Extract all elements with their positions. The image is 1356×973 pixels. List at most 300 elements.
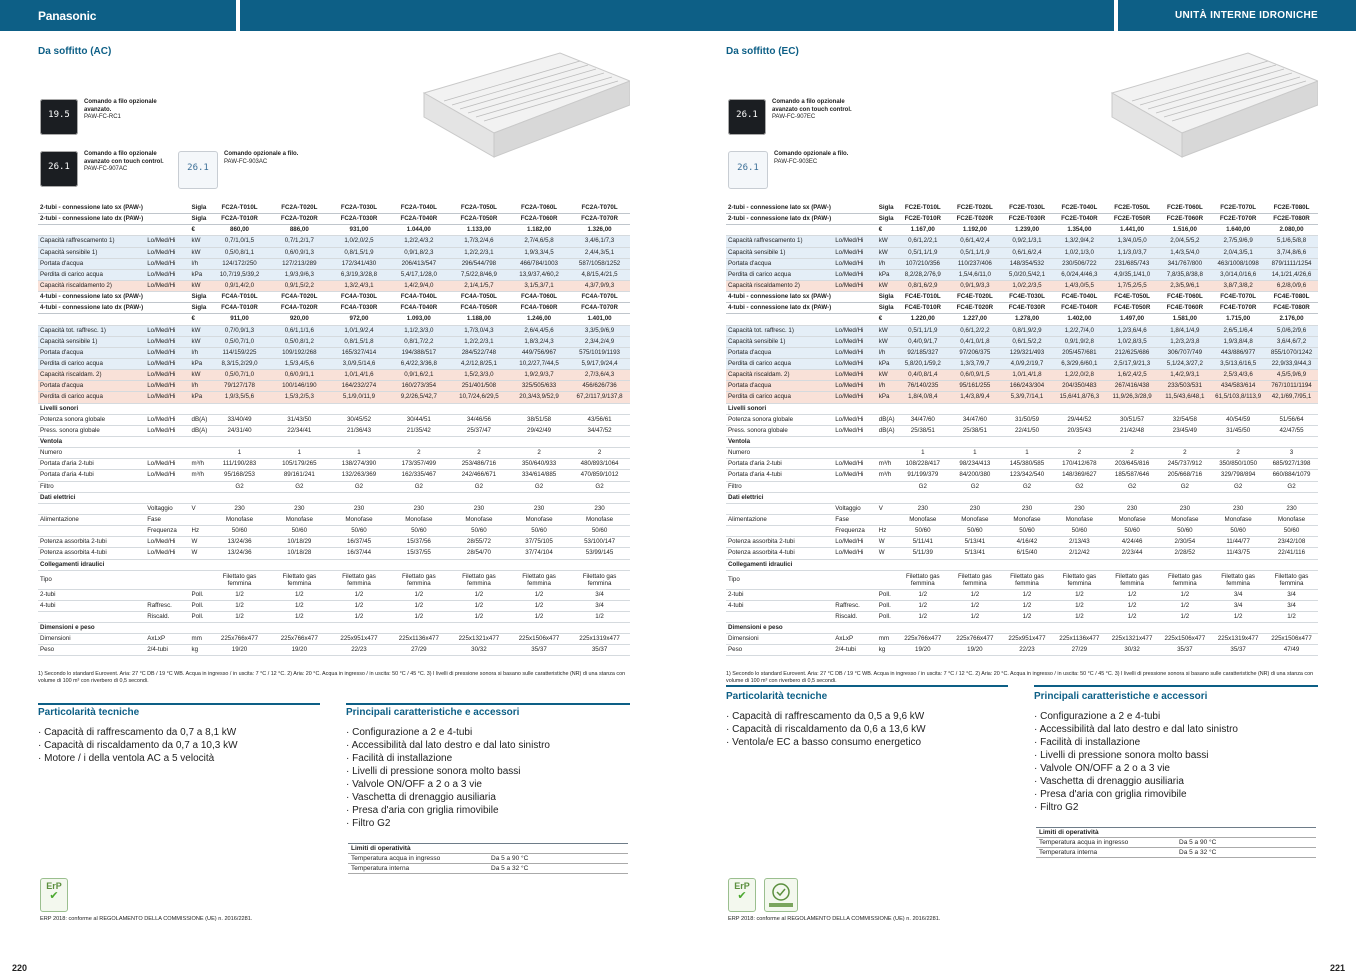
table-cell: 50/60 bbox=[509, 526, 569, 537]
table-row bbox=[38, 459, 630, 470]
table-cell: 2,0/4,3/5,1 bbox=[1211, 247, 1265, 258]
list-item: · Vaschetta di drenaggio ausiliaria bbox=[1034, 775, 1318, 788]
table-cell: 4-tubi bbox=[726, 600, 833, 611]
table-row bbox=[726, 436, 1318, 447]
table-cell: Filettato gas femmina bbox=[1001, 570, 1053, 589]
table-cell: 3/4 bbox=[1211, 600, 1265, 611]
table-cell: Lo/Med/Hi bbox=[145, 347, 189, 358]
table-cell: 2,1/4,1/5,7 bbox=[449, 280, 509, 291]
table-cell: Lo/Med/Hi bbox=[833, 347, 877, 358]
table-cell: Sigla bbox=[877, 214, 897, 225]
list-item: · Configurazione a 2 e 4-tubi bbox=[1034, 710, 1318, 723]
table-cell: 0,9/1,8/2,3 bbox=[389, 247, 449, 258]
table-cell bbox=[833, 589, 877, 600]
table-cell bbox=[833, 559, 877, 570]
table-cell: Lo/Med/Hi bbox=[145, 459, 189, 470]
table-cell: FC2A-T020R bbox=[270, 214, 330, 225]
table-cell: 5,8/20,1/59,2 bbox=[897, 358, 949, 369]
table-cell bbox=[190, 481, 210, 492]
table-cell bbox=[1001, 436, 1053, 447]
table-cell: 1.278,00 bbox=[1001, 314, 1053, 325]
table-cell: 53/99/145 bbox=[569, 548, 630, 559]
table-cell: 1/2 bbox=[949, 600, 1001, 611]
controller-3-code: PAW-FC-903AC bbox=[224, 158, 268, 165]
table-cell bbox=[190, 623, 210, 634]
table-cell: Lo/Med/Hi bbox=[833, 548, 877, 559]
table-cell: € bbox=[877, 314, 897, 325]
table-row bbox=[38, 470, 630, 481]
erp-badge-icon: ErP ✔ bbox=[40, 878, 68, 912]
table-cell: Potenza assorbita 4-tubi bbox=[726, 548, 833, 559]
controller-3-icon: 26.1 bbox=[178, 151, 218, 189]
table-cell: 231/685/743 bbox=[1106, 258, 1159, 269]
table-cell bbox=[949, 623, 1001, 634]
table-cell: 3/4 bbox=[1265, 600, 1318, 611]
table-cell: 14,1/21,4/26,6 bbox=[1265, 269, 1318, 280]
table-cell: AxLxP bbox=[145, 634, 189, 645]
controller-1 bbox=[728, 99, 852, 135]
table-cell: FC4A-T050R bbox=[449, 303, 509, 314]
table-cell: 1.220,00 bbox=[897, 314, 949, 325]
table-cell: kW bbox=[190, 336, 210, 347]
table-cell: 1,3/4,0/5,0 bbox=[1106, 236, 1159, 247]
table-cell: 3/4 bbox=[1265, 589, 1318, 600]
list-item: · Accessibilità dal lato destro e dal lato sinistro bbox=[346, 739, 630, 752]
table-cell: 1/2 bbox=[270, 589, 330, 600]
table-cell: dB(A) bbox=[877, 414, 897, 425]
table-cell: 230 bbox=[1211, 503, 1265, 514]
table-row bbox=[38, 292, 630, 303]
table-row bbox=[38, 403, 630, 414]
table-row bbox=[726, 600, 1318, 611]
table-cell: 1/2 bbox=[1053, 600, 1106, 611]
table-cell: Capacità tot. raffresc. 1) bbox=[726, 325, 833, 336]
table-cell: 2-tubi - connessione lato sx (PAW-) bbox=[38, 203, 145, 214]
table-cell: Portata d'aria 2-tubi bbox=[726, 459, 833, 470]
table-cell: 22/34/41 bbox=[270, 425, 330, 436]
table-cell: 2,5/3,4/3,6 bbox=[1211, 370, 1265, 381]
table-cell: 1/2 bbox=[509, 589, 569, 600]
table-cell bbox=[833, 492, 877, 503]
table-row bbox=[38, 589, 630, 600]
list-item: · Presa d'aria con griglia rimovibile bbox=[1034, 788, 1318, 801]
table-cell: Riscald. bbox=[833, 611, 877, 622]
table-row bbox=[726, 236, 1318, 247]
table-cell: kW bbox=[877, 370, 897, 381]
table-cell: 1,0/2,0/2,5 bbox=[329, 236, 389, 247]
table-cell bbox=[449, 436, 509, 447]
table-cell: FC2E-T080R bbox=[1265, 214, 1318, 225]
table-cell: 35/37 bbox=[569, 645, 630, 656]
table-cell: 21/42/48 bbox=[1106, 425, 1159, 436]
table-cell: 3/4 bbox=[1211, 589, 1265, 600]
table-cell: Press. sonora globale bbox=[726, 425, 833, 436]
table-cell bbox=[569, 623, 630, 634]
table-cell: 1.044,00 bbox=[389, 225, 449, 236]
table-cell bbox=[1265, 623, 1318, 634]
table-cell: 2.080,00 bbox=[1265, 225, 1318, 236]
table-cell: Lo/Med/Hi bbox=[145, 392, 189, 403]
table-cell: kW bbox=[877, 236, 897, 247]
table-row bbox=[726, 214, 1318, 225]
table-cell: Monofase bbox=[1106, 514, 1159, 525]
table-cell bbox=[190, 570, 210, 589]
table-cell bbox=[569, 492, 630, 503]
table-cell: FC4A-T060R bbox=[509, 303, 569, 314]
table-cell: 30/51/57 bbox=[1106, 414, 1159, 425]
table-cell: 225x951x477 bbox=[1001, 634, 1053, 645]
table-row bbox=[38, 203, 630, 214]
header-divider bbox=[236, 0, 240, 31]
table-cell bbox=[1053, 623, 1106, 634]
table-cell: G2 bbox=[449, 481, 509, 492]
table-cell: FC2E-T060R bbox=[1158, 214, 1211, 225]
table-cell bbox=[726, 503, 833, 514]
table-cell: Dimensioni e peso bbox=[38, 623, 145, 634]
table-cell: 27/29 bbox=[1053, 645, 1106, 656]
table-cell: m³/h bbox=[190, 459, 210, 470]
section-title: UNITÀ INTERNE IDRONICHE bbox=[1174, 10, 1318, 21]
table-cell: 0,5/1,1/1,9 bbox=[897, 247, 949, 258]
controller-3 bbox=[178, 151, 304, 189]
table-cell: 53/100/147 bbox=[569, 537, 630, 548]
table-cell: 100/146/190 bbox=[270, 381, 330, 392]
table-cell: 0,4/0,8/1,4 bbox=[897, 370, 949, 381]
table-cell: 341/767/800 bbox=[1158, 258, 1211, 269]
table-cell: 0,9/1,6/2,1 bbox=[389, 370, 449, 381]
table-cell: Capacità sensibile 1) bbox=[38, 336, 145, 347]
table-row bbox=[38, 425, 630, 436]
table-cell: Potenza assorbita 4-tubi bbox=[38, 548, 145, 559]
table-cell: Poll. bbox=[190, 600, 210, 611]
table-cell bbox=[1106, 623, 1159, 634]
table-cell: 138/274/390 bbox=[329, 459, 389, 470]
table-cell: 2 bbox=[509, 448, 569, 459]
controller-2-code: PAW-FC-903EC bbox=[774, 158, 818, 165]
table-cell: 31/45/50 bbox=[1211, 425, 1265, 436]
table-cell bbox=[449, 492, 509, 503]
table-cell: 1,2/3,2/3,8 bbox=[1158, 336, 1211, 347]
table-cell: kW bbox=[190, 280, 210, 291]
table-cell: Riscald. bbox=[145, 611, 189, 622]
controller-2-label: Comando opzionale a filo. bbox=[774, 151, 849, 157]
table-row bbox=[38, 611, 630, 622]
table-cell: 3,7/4,8/6,6 bbox=[1265, 247, 1318, 258]
table-cell: 855/1070/1242 bbox=[1265, 347, 1318, 358]
table-cell: 50/60 bbox=[1001, 526, 1053, 537]
table-cell: 434/583/614 bbox=[1211, 381, 1265, 392]
table-cell: 50/60 bbox=[1053, 526, 1106, 537]
table-cell: Poll. bbox=[190, 589, 210, 600]
table-cell: 1,8/4,1/4,9 bbox=[1158, 325, 1211, 336]
table-cell: 284/522/748 bbox=[449, 347, 509, 358]
table-cell: 50/60 bbox=[1106, 526, 1159, 537]
table-cell: Voltaggio bbox=[833, 503, 877, 514]
table-cell: 225x766x477 bbox=[270, 634, 330, 645]
table-row bbox=[726, 611, 1318, 622]
table-cell: 7,8/35,8/38,8 bbox=[1158, 269, 1211, 280]
table-cell: 456/626/736 bbox=[569, 381, 630, 392]
table-row bbox=[38, 514, 630, 525]
table-cell: 1 bbox=[949, 448, 1001, 459]
table-cell: 3,0/14,0/16,6 bbox=[1211, 269, 1265, 280]
table-cell: 1.326,00 bbox=[569, 225, 630, 236]
table-row bbox=[38, 492, 630, 503]
table-row bbox=[726, 634, 1318, 645]
table-cell: 123/342/540 bbox=[1001, 470, 1053, 481]
table-cell: FC2A-T040L bbox=[389, 203, 449, 214]
table-cell: 51/56/64 bbox=[1265, 414, 1318, 425]
header-divider bbox=[1114, 0, 1118, 31]
table-cell: Lo/Med/Hi bbox=[145, 358, 189, 369]
table-cell: FC4E-T010L bbox=[897, 292, 949, 303]
table-cell: 11/43/75 bbox=[1211, 548, 1265, 559]
table-cell: 0,6/1,6/2,4 bbox=[1001, 247, 1053, 258]
table-cell: 1/2 bbox=[949, 611, 1001, 622]
table-cell: mm bbox=[190, 634, 210, 645]
table-cell bbox=[1265, 492, 1318, 503]
table-row bbox=[38, 436, 630, 447]
table-cell: G2 bbox=[949, 481, 1001, 492]
table-cell bbox=[1158, 492, 1211, 503]
table-cell: 31/50/59 bbox=[1001, 414, 1053, 425]
table-cell: Filtro bbox=[726, 481, 833, 492]
table-cell: 13/24/36 bbox=[210, 548, 270, 559]
table-cell bbox=[1106, 436, 1159, 447]
table-cell bbox=[1001, 403, 1053, 414]
table-cell: m³/h bbox=[190, 470, 210, 481]
table-cell: FC4E-T040L bbox=[1053, 292, 1106, 303]
table-cell: Capacità sensibile 1) bbox=[38, 247, 145, 258]
table-row bbox=[726, 645, 1318, 656]
table-cell: 0,8/1,5/1,8 bbox=[329, 336, 389, 347]
table-cell: 230 bbox=[1001, 503, 1053, 514]
table-cell: 50/60 bbox=[449, 526, 509, 537]
table-cell: Monofase bbox=[949, 514, 1001, 525]
table-cell: 50/60 bbox=[1158, 526, 1211, 537]
table-cell: G2 bbox=[329, 481, 389, 492]
table-cell: 225x766x477 bbox=[949, 634, 1001, 645]
erp-note: ERP 2018: conforme al REGOLAMENTO DELLA COMMISSIONE (UE) n. 2016/2281. bbox=[728, 916, 941, 922]
table-cell: 0,6/1,4/2,4 bbox=[949, 236, 1001, 247]
table-cell: 20/35/43 bbox=[1053, 425, 1106, 436]
table-cell: l/h bbox=[877, 381, 897, 392]
table-cell: 4,0/9,2/19,7 bbox=[1001, 358, 1053, 369]
list-item: · Accessibilità dal lato destro e dal lato sinistro bbox=[1034, 723, 1318, 736]
list-item: · Valvole ON/OFF a 2 o a 3 vie bbox=[1034, 762, 1318, 775]
table-cell bbox=[1158, 559, 1211, 570]
table-cell: 0,4/1,0/1,8 bbox=[949, 336, 1001, 347]
table-cell: 242/466/671 bbox=[449, 470, 509, 481]
table-cell bbox=[833, 314, 877, 325]
table-cell: 76/140/235 bbox=[897, 381, 949, 392]
table-cell: 879/1111/1254 bbox=[1265, 258, 1318, 269]
table-cell: 1.167,00 bbox=[897, 225, 949, 236]
table-cell: 2/4-tubi bbox=[833, 645, 877, 656]
table-cell: 1,2/2,7/4,0 bbox=[1053, 325, 1106, 336]
table-cell: 170/412/678 bbox=[1053, 459, 1106, 470]
table-cell: Filettato gas femmina bbox=[1106, 570, 1159, 589]
table-cell bbox=[329, 559, 389, 570]
table-cell: 89/161/241 bbox=[270, 470, 330, 481]
table-cell: 21/35/42 bbox=[389, 425, 449, 436]
table-cell: Monofase bbox=[1053, 514, 1106, 525]
table-cell: FC2E-T080L bbox=[1265, 203, 1318, 214]
table-cell: AxLxP bbox=[833, 634, 877, 645]
table-cell: 2,4/4,3/5,1 bbox=[569, 247, 630, 258]
table-cell bbox=[145, 492, 189, 503]
table-cell: 97/206/375 bbox=[949, 347, 1001, 358]
table-cell: 2.176,00 bbox=[1265, 314, 1318, 325]
table-cell: 1/2 bbox=[509, 611, 569, 622]
table-cell: 42,1/69,7/95,1 bbox=[1265, 392, 1318, 403]
table-cell: 47/49 bbox=[1265, 645, 1318, 656]
table-cell: 2-tubi - connessione lato dx (PAW-) bbox=[38, 214, 145, 225]
table-cell: FC4E-T060L bbox=[1158, 292, 1211, 303]
table-cell: 40/54/59 bbox=[1211, 414, 1265, 425]
table-cell: 1/2 bbox=[509, 600, 569, 611]
table-cell: Frequenza bbox=[145, 526, 189, 537]
table-cell: 28/54/70 bbox=[449, 548, 509, 559]
table-cell: Perdita di carico acqua bbox=[726, 269, 833, 280]
table-row bbox=[38, 570, 630, 589]
table-cell: 1/2 bbox=[389, 589, 449, 600]
table-cell: 2-tubi - connessione lato sx (PAW-) bbox=[726, 203, 833, 214]
table-cell: G2 bbox=[1211, 481, 1265, 492]
table-cell: 10/18/28 bbox=[270, 548, 330, 559]
table-cell: 50/60 bbox=[389, 526, 449, 537]
table-cell bbox=[1265, 403, 1318, 414]
table-cell: kW bbox=[190, 325, 210, 336]
table-cell bbox=[833, 292, 877, 303]
table-cell: 931,00 bbox=[329, 225, 389, 236]
table-cell: 1/2 bbox=[1106, 611, 1159, 622]
table-row bbox=[38, 214, 630, 225]
table-cell bbox=[949, 492, 1001, 503]
table-cell: FC2E-T030L bbox=[1001, 203, 1053, 214]
table-cell: 1/2 bbox=[1053, 611, 1106, 622]
table-cell: 30/45/52 bbox=[329, 414, 389, 425]
divider bbox=[346, 703, 630, 705]
table-row bbox=[726, 370, 1318, 381]
table-cell: Portata d'acqua bbox=[38, 381, 145, 392]
table-cell: Alimentazione bbox=[38, 514, 145, 525]
table-cell: 1.182,00 bbox=[509, 225, 569, 236]
table-cell: Raffresc. bbox=[833, 600, 877, 611]
table-cell: 4-tubi bbox=[38, 600, 145, 611]
table-cell bbox=[897, 559, 949, 570]
table-cell: Monofase bbox=[270, 514, 330, 525]
table-cell bbox=[726, 225, 833, 236]
controller-2-icon: 26.1 bbox=[40, 151, 78, 187]
table-cell bbox=[877, 436, 897, 447]
table-cell bbox=[190, 559, 210, 570]
footnote: 1) Secondo lo standard Eurovent. Aria: 27 °C DB / 19 °C WB. Acqua in ingresso / in uscita: 7 °C / 12 °C. 2) Aria: 20 °C. Acqua in ingresso / in uscita: 50 °C / 45 °C. 3) I livelli di pressione sonora si basano sulle caratteristiche (NR) di una stanza con volume di 100 m³ con riverbero di 0,5 secondi. bbox=[38, 671, 626, 684]
table-row bbox=[726, 314, 1318, 325]
table-cell: 61,5/103,8/113,9 bbox=[1211, 392, 1265, 403]
table-cell: 225x766x477 bbox=[897, 634, 949, 645]
list-item: · Capacità di raffrescamento da 0,7 a 8,1 kW bbox=[38, 726, 320, 739]
table-cell: 0,9/1,9/3,3 bbox=[949, 280, 1001, 291]
controller-2-icon: 26.1 bbox=[728, 151, 768, 189]
table-cell: m³/h bbox=[877, 470, 897, 481]
table-cell bbox=[897, 623, 949, 634]
table-cell bbox=[877, 623, 897, 634]
table-cell: 108/228/417 bbox=[897, 459, 949, 470]
table-cell: 233/503/531 bbox=[1158, 381, 1211, 392]
table-row bbox=[38, 548, 630, 559]
table-cell: 2 bbox=[1106, 448, 1159, 459]
table-cell: 230 bbox=[1106, 503, 1159, 514]
brand-logo: Panasonic bbox=[38, 9, 97, 23]
table-cell bbox=[897, 403, 949, 414]
table-cell: 2,6/5,1/6,4 bbox=[1211, 325, 1265, 336]
table-cell: Monofase bbox=[509, 514, 569, 525]
table-cell: Portata d'acqua bbox=[726, 258, 833, 269]
table-cell: FC2E-T050R bbox=[1106, 214, 1159, 225]
table-cell bbox=[509, 623, 569, 634]
table-row bbox=[38, 392, 630, 403]
table-cell: Lo/Med/Hi bbox=[833, 381, 877, 392]
table-cell: 1.401,00 bbox=[569, 314, 630, 325]
table-cell: Portata d'aria 4-tubi bbox=[38, 470, 145, 481]
table-cell: Filtro bbox=[38, 481, 145, 492]
table-cell: Potenza assorbita 2-tubi bbox=[38, 537, 145, 548]
list-item: · Filtro G2 bbox=[1034, 801, 1318, 814]
table-cell: 4-tubi - connessione lato dx (PAW-) bbox=[38, 303, 145, 314]
table-cell: 35/37 bbox=[1211, 645, 1265, 656]
table-cell: kPa bbox=[877, 358, 897, 369]
table-cell: 1 bbox=[1001, 448, 1053, 459]
table-cell bbox=[389, 403, 449, 414]
list-item: · Filtro G2 bbox=[346, 817, 630, 830]
table-cell: 1,4/3,5/4,0 bbox=[1158, 247, 1211, 258]
table-cell bbox=[210, 559, 270, 570]
table-cell: 2-tubi - connessione lato dx (PAW-) bbox=[726, 214, 833, 225]
tech-list bbox=[38, 726, 320, 765]
table-cell: 0,9/1,5/2,2 bbox=[270, 280, 330, 291]
table-cell: Fase bbox=[145, 514, 189, 525]
table-cell: 2 bbox=[1158, 448, 1211, 459]
table-cell: Lo/Med/Hi bbox=[145, 537, 189, 548]
table-cell: 173/357/499 bbox=[389, 459, 449, 470]
table-cell: 98/234/413 bbox=[949, 459, 1001, 470]
table-cell: 148/369/627 bbox=[1053, 470, 1106, 481]
table-cell: 1,0/1,4/1,8 bbox=[1001, 370, 1053, 381]
table-cell: 19/20 bbox=[210, 645, 270, 656]
table-cell: 1.497,00 bbox=[1106, 314, 1159, 325]
table-cell: 225x951x477 bbox=[329, 634, 389, 645]
table-cell bbox=[270, 559, 330, 570]
table-cell bbox=[270, 403, 330, 414]
table-cell: 22,9/33,9/44,3 bbox=[1265, 358, 1318, 369]
table-cell: Capacità raffrescamento 1) bbox=[726, 236, 833, 247]
table-cell: 0,7/0,9/1,3 bbox=[210, 325, 270, 336]
table-cell bbox=[877, 403, 897, 414]
table-cell: 50/60 bbox=[210, 526, 270, 537]
table-cell: 0,8/1,7/2,2 bbox=[389, 336, 449, 347]
table-cell bbox=[509, 559, 569, 570]
table-cell: Sigla bbox=[190, 303, 210, 314]
table-cell: FC4E-T040R bbox=[1053, 303, 1106, 314]
table-cell: 7,5/22,8/46,9 bbox=[449, 269, 509, 280]
table-cell: FC4E-T070L bbox=[1211, 292, 1265, 303]
table-cell: dB(A) bbox=[190, 425, 210, 436]
table-cell: 0,7/1,2/1,7 bbox=[270, 236, 330, 247]
table-cell: 2,3/5,9/6,1 bbox=[1158, 280, 1211, 291]
table-cell: V bbox=[877, 503, 897, 514]
table-row bbox=[38, 370, 630, 381]
